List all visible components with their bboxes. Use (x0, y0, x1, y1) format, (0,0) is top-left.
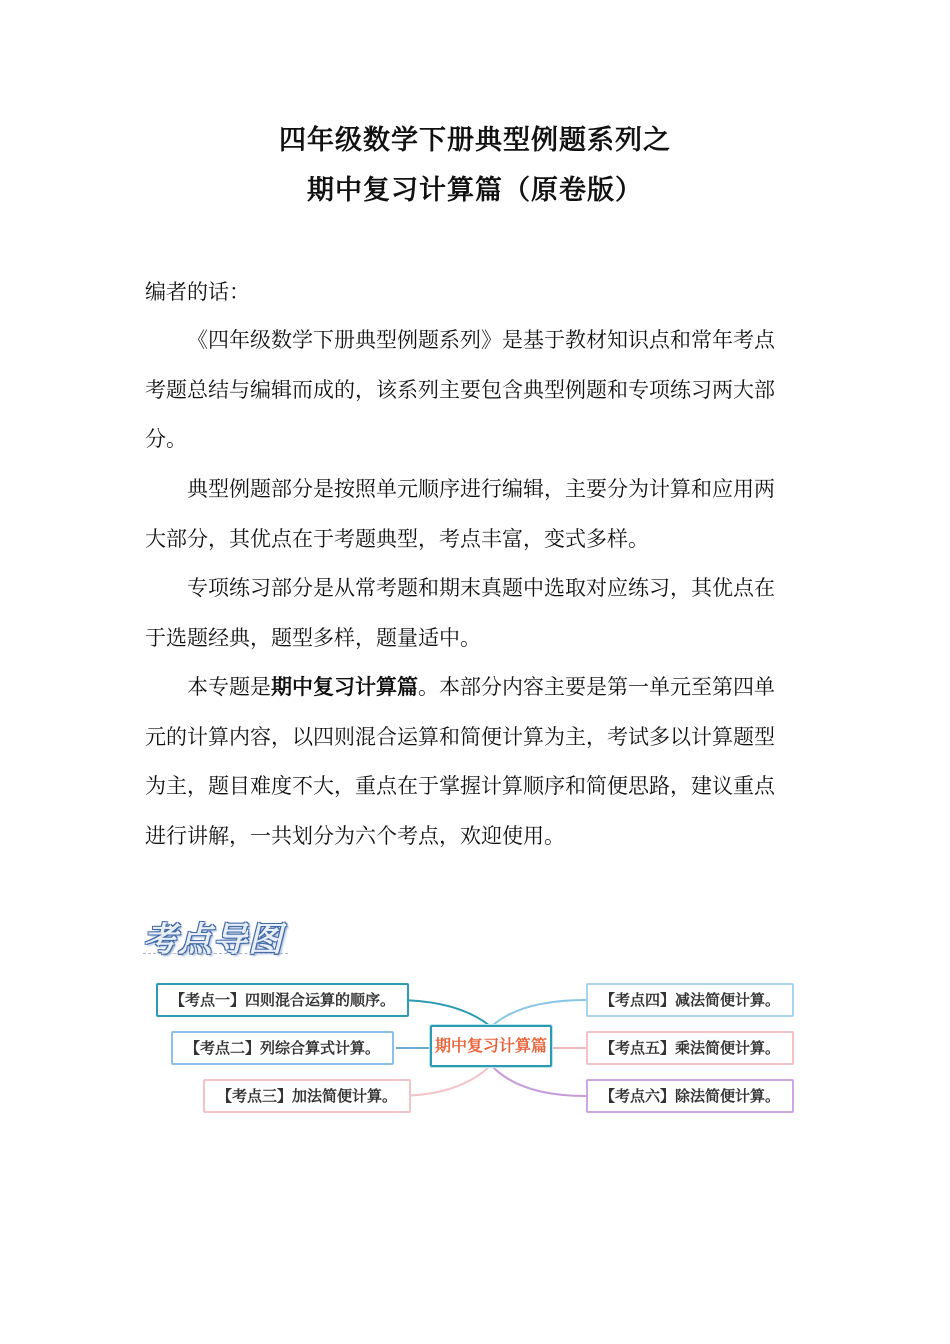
connector-node6 (492, 1066, 586, 1096)
mindmap-node-4: 【考点四】减法简便计算。 (586, 983, 794, 1017)
mindmap-heading: 考点导图 (143, 920, 283, 960)
document-title-line1: 四年级数学下册典型例题系列之 (279, 125, 671, 156)
topic-prefix: 本专题是 (187, 675, 271, 699)
paragraph-series-intro: 《四年级数学下册典型例题系列》是基于教材知识点和常年考点考题总结与编辑而成的，该系列主要包含典型例题和专项练习两大部分。 (145, 328, 775, 451)
mindmap-node-6: 【考点六】除法简便计算。 (586, 1079, 794, 1113)
intro-label: 编者的话： (145, 280, 250, 304)
connector-node1 (395, 1000, 490, 1026)
topic-suffix: 。本部分内容主要是第一单元至第四单元的计算内容，以四则混合运算和简便计算为主，考试多以计算题型为主，题目难度不大，重点在于掌握计算顺序和简便思路，建议重点进行讲解，一共划分为六个考点，欢迎使用。 (145, 675, 775, 848)
mindmap-node-2: 【考点二】列综合算式计算。 (171, 1031, 394, 1065)
mindmap-node-1: 【考点一】四则混合运算的顺序。 (156, 983, 409, 1017)
paragraph-typical-examples: 典型例题部分是按照单元顺序进行编辑，主要分为计算和应用两大部分，其优点在于考题典型，考点丰富，变式多样。 (145, 477, 775, 551)
connector-node4 (492, 1000, 586, 1026)
mindmap-node-3: 【考点三】加法简便计算。 (203, 1079, 411, 1113)
paragraph-special-practice: 专项练习部分是从常考题和期末真题中选取对应练习，其优点在于选题经典，题型多样，题量适中。 (145, 576, 775, 650)
mindmap-node-5: 【考点五】乘法简便计算。 (586, 1031, 794, 1065)
document-title-line2: 期中复习计算篇（原卷版） (307, 175, 643, 206)
topic-name-bold: 期中复习计算篇 (271, 675, 418, 699)
mindmap-center-node: 期中复习计算篇 (430, 1025, 552, 1067)
